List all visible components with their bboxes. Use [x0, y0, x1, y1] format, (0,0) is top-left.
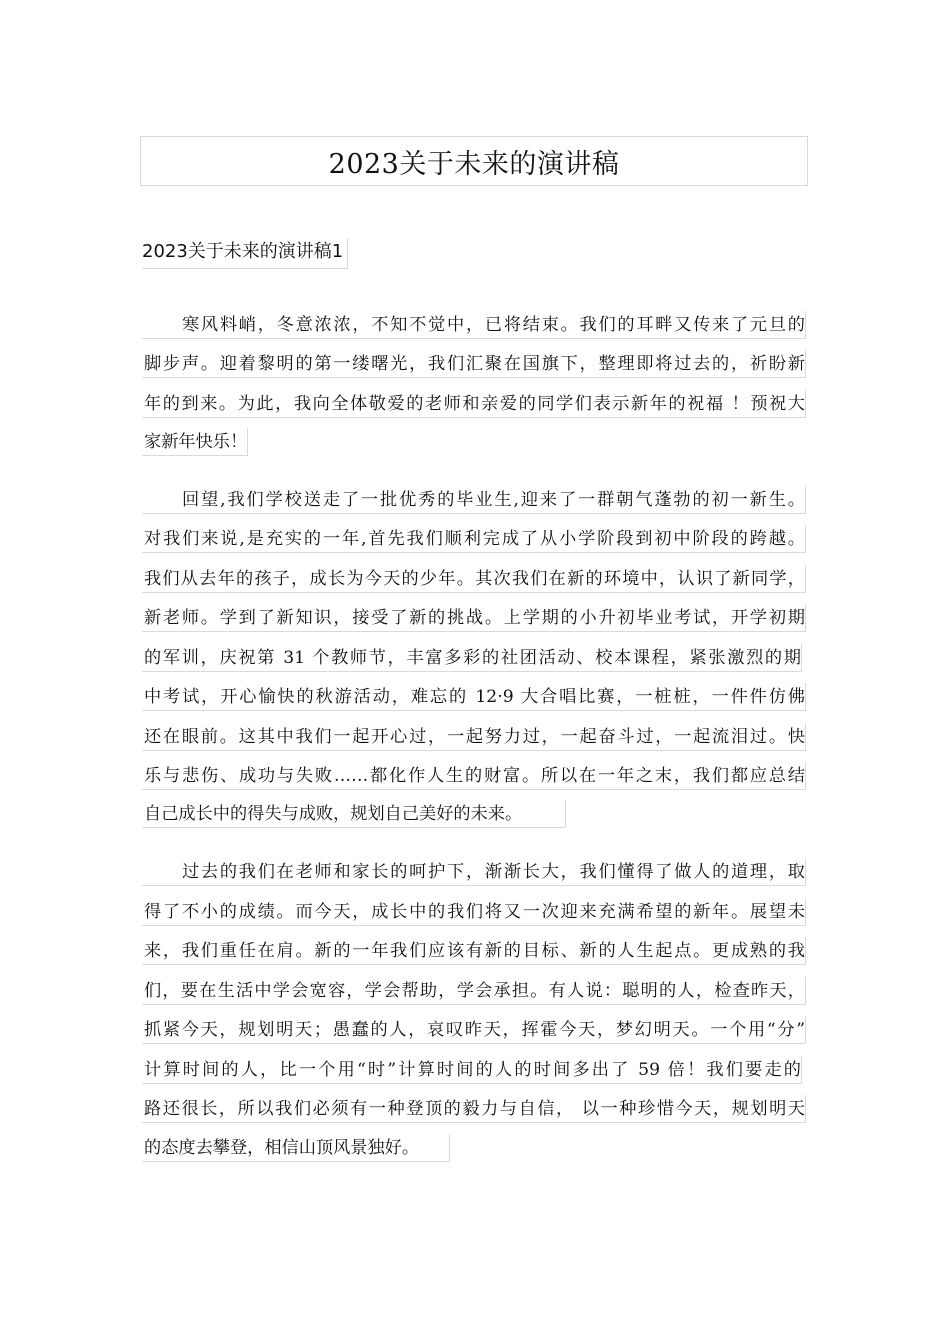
paragraph-3-line-7: 路还很长，所以我们必须有一种登顶的毅力与自信， 以一种珍惜今天，规划明天	[142, 1095, 806, 1123]
document-title-box	[140, 136, 808, 186]
paragraph-2-line-7: 还在眼前。这其中我们一起开心过，一起努力过，一起奋斗过，一起流泪过。快	[142, 723, 806, 751]
paragraph-3-line-8: 的态度去攀登，相信山顶风景独好。	[142, 1134, 450, 1162]
paragraph-3-line-4: 们，要在生活中学会宽容，学会帮助，学会承担。有人说：聪明的人，检查昨天，	[142, 977, 806, 1005]
paragraph-1-line-1: 寒风料峭，冬意浓浓，不知不觉中，已将结束。我们的耳畔又传来了元旦的	[142, 311, 806, 339]
paragraph-2-line-4: 新老师。学到了新知识，接受了新的挑战。上学期的小升初毕业考试，开学初期	[142, 604, 806, 632]
paragraph-3-line-5: 抓紧今天，规划明天；愚蠢的人，哀叹昨天，挥霍今天，梦幻明天。一个用“分”	[142, 1016, 806, 1044]
paragraph-2-line-1: 回望,我们学校送走了一批优秀的毕业生,迎来了一群朝气蓬勃的初一新生。	[142, 486, 806, 514]
paragraph-2-line-3: 我们从去年的孩子，成长为今天的少年。其次我们在新的环境中，认识了新同学，	[142, 565, 806, 593]
paragraph-2-line-6: 中考试，开心愉快的秋游活动，难忘的 12·9 大合唱比赛，一桩桩，一件件仿佛	[142, 683, 806, 711]
document-title: 2023关于未来的演讲稿	[328, 148, 620, 180]
section-heading: 2023关于未来的演讲稿1	[142, 238, 348, 269]
paragraph-2-line-8: 乐与悲伤、成功与失败……都化作人生的财富。所以在一年之末，我们都应总结	[142, 762, 806, 790]
paragraph-2-line-2: 对我们来说,是充实的一年,首先我们顺利完成了从小学阶段到初中阶段的跨越。	[142, 525, 806, 553]
paragraph-2-line-9: 自己成长中的得失与成败，规划自己美好的未来。	[142, 800, 566, 828]
paragraph-1-line-2: 脚步声。迎着黎明的第一缕曙光，我们汇聚在国旗下，整理即将过去的，祈盼新	[142, 350, 806, 378]
paragraph-3-line-3: 来，我们重任在肩。新的一年我们应该有新的目标、新的人生起点。更成熟的我	[142, 937, 806, 965]
paragraph-1-line-3: 年的到来。为此，我向全体敬爱的老师和亲爱的同学们表示新年的祝福 ！预祝大	[142, 390, 806, 418]
paragraph-1-line-4: 家新年快乐！	[142, 428, 248, 456]
paragraph-3-line-6: 计算时间的人，比一个用“时”计算时间的人的时间多出了 59 倍！我们要走的	[142, 1056, 802, 1084]
paragraph-3-line-2: 得了不小的成绩。而今天，成长中的我们将又一次迎来充满希望的新年。展望未	[142, 898, 806, 926]
paragraph-2-line-5: 的军训，庆祝第 31 个教师节，丰富多彩的社团活动、校本课程，紧张激烈的期	[142, 644, 802, 672]
paragraph-3-line-1: 过去的我们在老师和家长的呵护下，渐渐长大，我们懂得了做人的道理，取	[142, 858, 806, 886]
